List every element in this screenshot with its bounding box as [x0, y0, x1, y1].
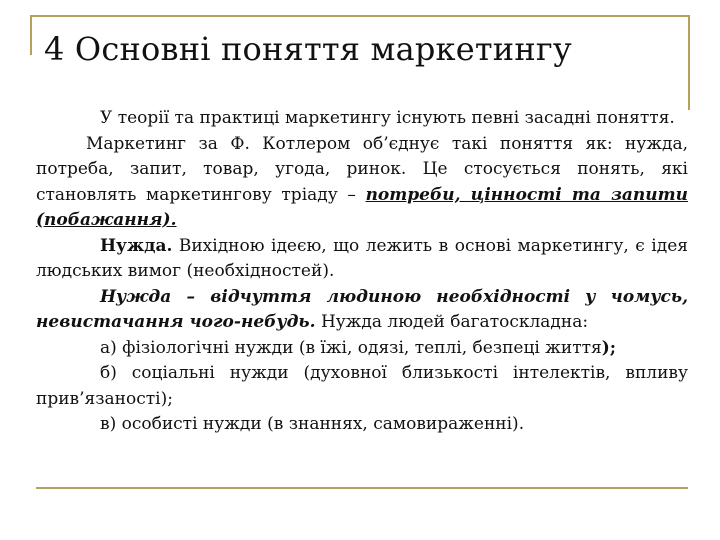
item-a-text: а) фізіологічні нужди (в їжі, одязі, теплі, безпеці життя	[100, 337, 602, 358]
frame-bottom-rule	[36, 487, 688, 489]
slide-body	[36, 106, 688, 438]
list-item-b: б) соціальні нужди (духовної близькості інтелектів, впливу прив’язаності);	[36, 363, 688, 409]
paragraph-intro: У теорії та практиці маркетингу існують певні засадні поняття.	[100, 108, 675, 128]
need-definition: Нужда – відчуття людиною необхідності у чомусь, невистачання чого-небудь.	[36, 286, 688, 332]
slide-title: 4 Основні поняття маркетингу	[44, 30, 572, 68]
item-a-end: );	[601, 337, 617, 358]
need-label: Нужда.	[100, 235, 173, 256]
frame-right-rule	[688, 15, 690, 110]
list-item-a	[36, 336, 688, 362]
frame-left-rule	[30, 15, 32, 55]
kotler-text: Маркетинг за Ф. Котлером об’єднує такі поняття як: нужда, потреба, запит, товар, угода, ринок. Це стосується понять, які становлять маркетингову тріаду –	[36, 133, 688, 205]
paragraph-need-definition	[36, 285, 688, 336]
paragraph-kotler	[36, 132, 688, 234]
paragraph-need-intro	[36, 234, 688, 285]
need-intro-text: Вихідною ідеєю, що лежить в основі маркетингу, є ідея людських вимог (необхідностей).	[36, 235, 688, 281]
need-complex-text: Нужда людей багатоскладна:	[315, 312, 589, 332]
list-item-c: в) особисті нужди (в знаннях, самовираженні).	[100, 414, 525, 434]
frame-top-rule	[30, 15, 690, 17]
marketing-triad: потреби, цінності та запити (побажання).	[36, 184, 688, 230]
